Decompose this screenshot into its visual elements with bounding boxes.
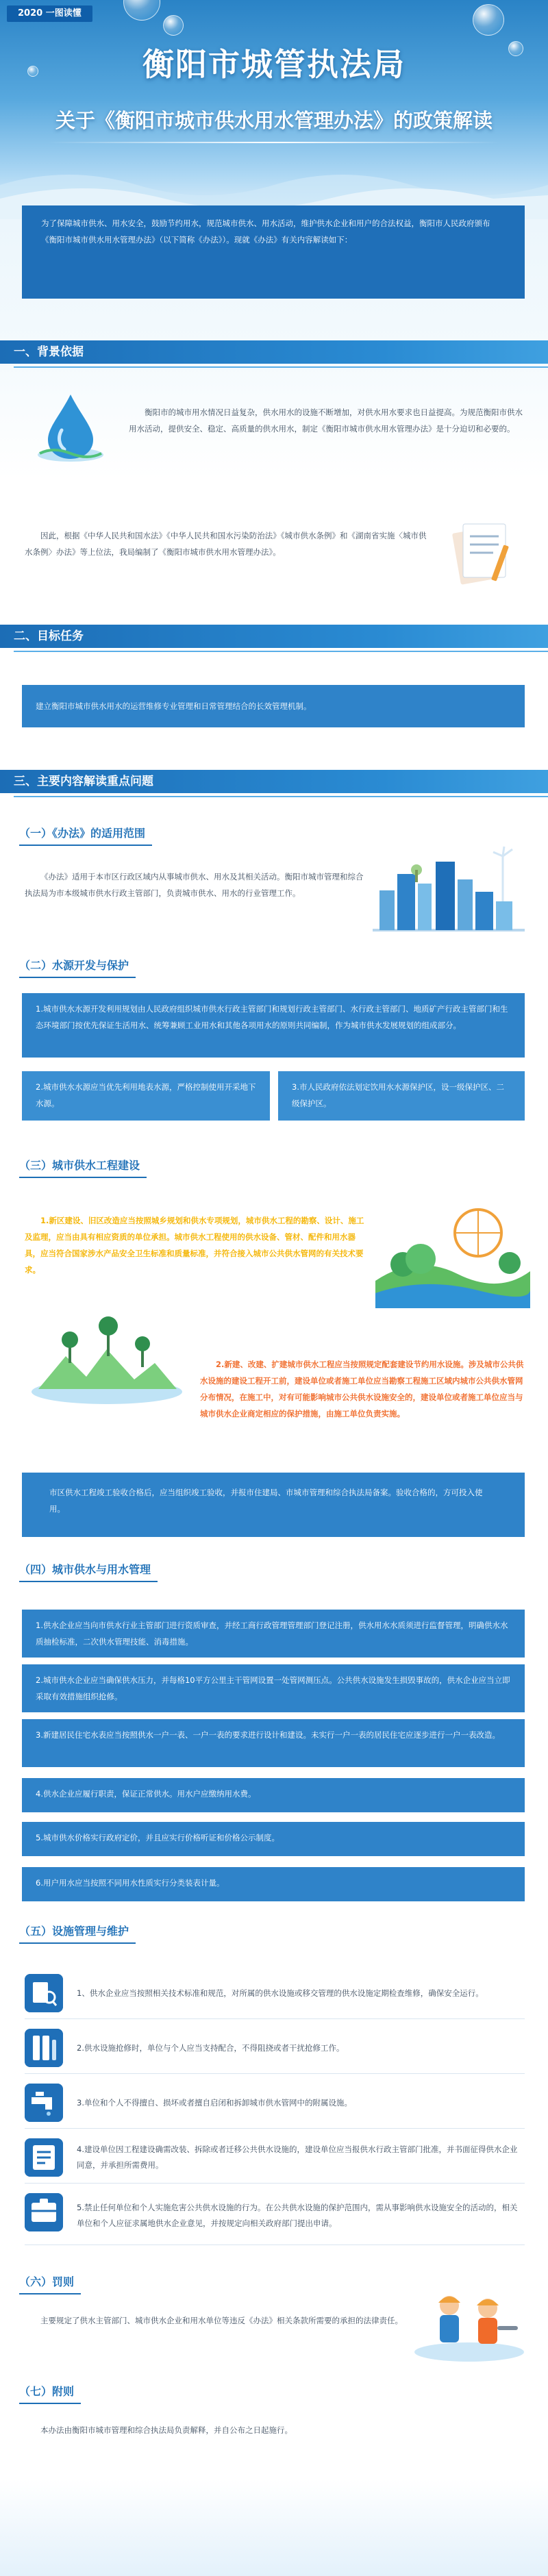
bubble-decoration — [123, 0, 160, 21]
subhead-management: （四）城市供水与用水管理 — [19, 1562, 151, 1578]
subhead-scope: （一）《办法》的适用范围 — [19, 825, 145, 842]
island-illustration — [25, 1308, 189, 1411]
facility-row — [25, 2131, 525, 2184]
appendix-paragraph: 本办法由衡阳市城市管理和综合执法局负责解释，并自公布之日起施行。 — [40, 2425, 292, 2435]
bubble-decoration — [163, 15, 184, 36]
facility-row — [25, 2077, 525, 2129]
section-title: 三、主要内容解读重点问题 — [14, 775, 153, 788]
facility-text: 4.建设单位因工程建设确需改装、拆除或者迁移公共供水设施的，建设单位应当报供水行政主管部门批准，并书面征得供水企业同意，并承担所需费用。 — [77, 2144, 518, 2170]
subhead-appendix: （七）附则 — [19, 2384, 74, 2400]
subhead-facilities: （五）设施管理与维护 — [19, 1923, 129, 1940]
background-paragraph-2: 因此，根据《中华人民共和国水法》《中华人民共和国水污染防治法》《城市供水条例》和《湖南省实施〈城市供水条例〉办法》等上位法，我局编制了《衡阳市城市供水用水管理办法》。 — [25, 531, 427, 558]
source-box-1: 1.城市供水水源开发利用规划由人民政府组织城市供水行政主管部门和规划行政主管部门、水行政主管部门、地质矿产行政主管部门和生态环境部门按优先保证生活用水、统筹兼顾工业用水和其他各项用水的原则共同编制，作为城市供水发展规划的组成部分。 — [22, 993, 525, 1058]
facility-text: 1、供水企业应当按照相关技术标准和规范，对所属的供水设施或移交管理的供水设施定期检查维修，确保安全运行。 — [77, 1988, 484, 1998]
bubble-decoration — [473, 4, 504, 36]
source-box-2: 2.城市供水水源应当优先利用地表水源，严格控制使用开采地下水源。 — [22, 1071, 270, 1121]
management-item-3: 3.新建居民住宅水表应当按照供水一户一表、一户一表的要求进行设计和建设。未实行一户一表的居民住宅应逐步进行一户一表改造。 — [22, 1719, 525, 1767]
subhead-penalty: （六）罚则 — [19, 2274, 74, 2290]
facility-row — [25, 2186, 525, 2245]
goal-box: 建立衡阳市城市供水用水的运营维修专业管理和日常管理结合的长效管理机制。 — [22, 685, 525, 727]
intro-box: 为了保障城市供水、用水安全，鼓励节约用水，规范城市供水、用水活动，维护供水企业和用户的合法权益，衡阳市人民政府颁布《衡阳市城市供水用水管理办法》（以下简称《办法》）。现就《办法》有关内容解读如下： — [22, 205, 525, 299]
facility-row — [25, 1967, 525, 2019]
search-doc-icon — [25, 1974, 63, 2012]
city-skyline-icon — [373, 842, 525, 931]
faucet-icon — [25, 2084, 63, 2122]
highlight-text: 1.新区建设、旧区改造应当按照城乡规划和供水专项规划，城市供水工程的勘察、设计、施工及监理，应当由具有相应资质的单位承担。城市供水工程使用的供水设备、管材、配件和用水器具，应当符合国家涉水产品安全卫生标准和质量标准，并符合接入城市公共供水管网的有关技术要求。 — [25, 1216, 364, 1275]
facility-text: 5.禁止任何单位和个人实施危害公共供水设施的行为。在公共供水设施的保护范围内，需从事影响供水设施安全的活动的，相关单位和个人应征求属地供水企业意见，并按规定向相关政府部门提出申请。 — [77, 2203, 518, 2228]
bottom-bar — [0, 2479, 548, 2576]
documents-icon — [444, 517, 515, 586]
management-item-5: 5.城市供水价格实行政府定价，并且应实行价格听证和价格公示制度。 — [22, 1822, 525, 1856]
construction-paragraph-2 — [200, 1356, 525, 1423]
sub-title: 关于《衡阳市城市供水用水管理办法》的政策解读 — [55, 109, 493, 132]
divider — [48, 142, 500, 143]
management-item-1: 1.供水企业应当向市供水行业主管部门进行资质审查，并经工商行政管理管理部门登记注册，供水用水水质须进行监督管理，明确供水水质抽检标准，二次供水管理技能、消毒措施。 — [22, 1610, 525, 1658]
highlight-text: 2.新建、改建、扩建城市供水工程应当按照规定配套建设节约用水设施。涉及城市公共供水设施的建设工程开工前，建设单位或者施工单位应当勘察工程施工区域内城市公共供水管网分布情况，在施工中，对有可能影响城市公共供水设施安全的，建设单位或者施工单位应当与城市供水企业商定相应的保护措施，由施工单位负责实施。 — [200, 1360, 524, 1419]
park-illustration — [375, 1205, 530, 1308]
subhead-water-source: （二）水源开发与保护 — [19, 958, 129, 974]
facility-row — [25, 2022, 525, 2074]
section-title: 二、目标任务 — [14, 629, 84, 643]
report-icon — [25, 2138, 63, 2177]
scope-paragraph: 《办法》适用于本市区行政区域内从事城市供水、用水及其相关活动。衡阳市城市管理和综合执法局为市本级城市供水行政主管部门，负责城市供水、用水的行业管理工作。 — [25, 872, 364, 899]
source-box-3: 3.市人民政府依法划定饮用水水源保护区，设一级保护区、二级保护区。 — [278, 1071, 525, 1121]
section-bar-background — [0, 340, 548, 364]
penalty-paragraph: 主要规定了供水主管部门、城市供水企业和用水单位等违反《办法》相关条款所需要的承担的法律责任。 — [40, 2316, 403, 2325]
section-title: 一、背景依据 — [14, 345, 84, 359]
facility-text: 3.单位和个人不得擅自、损坏或者擅自启闭和拆卸城市供水管网中的附属设施。 — [77, 2097, 352, 2108]
main-title: 衡阳市城管执法局 — [142, 46, 406, 83]
management-item-4: 4.供水企业应履行职责，保证正常供水。用水户应缴纳用水费。 — [22, 1778, 525, 1812]
pipes-icon — [25, 2029, 63, 2067]
tools-icon — [25, 2193, 63, 2231]
facility-text: 2.供水设施抢修时，单位与个人应当支持配合，不得阻挠或者干扰抢修工作。 — [77, 2042, 345, 2053]
construction-paragraph-1 — [25, 1212, 367, 1279]
section-bar-background — [0, 625, 548, 648]
workers-illustration — [411, 2281, 527, 2363]
subhead-construction: （三）城市供水工程建设 — [19, 1158, 140, 1174]
section-bar-background — [0, 770, 548, 793]
management-item-2: 2.城市供水企业应当确保供水压力，并每格10平方公里主干管网设置一处管网测压点。公共供水设施发生损毁事故的，供水企业应当立即采取有效措施组织抢修。 — [22, 1664, 525, 1712]
water-drop-icon — [33, 392, 108, 467]
hero-banner — [0, 0, 548, 219]
background-paragraph-1: 衡阳市的城市用水情况日益复杂，供水用水的设施不断增加，对供水用水要求也日益提高。为规范衡阳市供水用水活动，提供安全、稳定、高质量的供水用水，制定《衡阳市城市供水用水管理办法》是十分迫切和必要的。 — [129, 408, 523, 434]
year-tag: 2020 一图读懂 — [7, 5, 92, 22]
management-item-6: 6.用户用水应当按照不同用水性质实行分类装表计量。 — [22, 1867, 525, 1901]
acceptance-box: 市区供水工程竣工验收合格后，应当组织竣工验收，并报市住建局、市城市管理和综合执法局备案。验收合格的，方可投入使用。 — [22, 1473, 525, 1537]
